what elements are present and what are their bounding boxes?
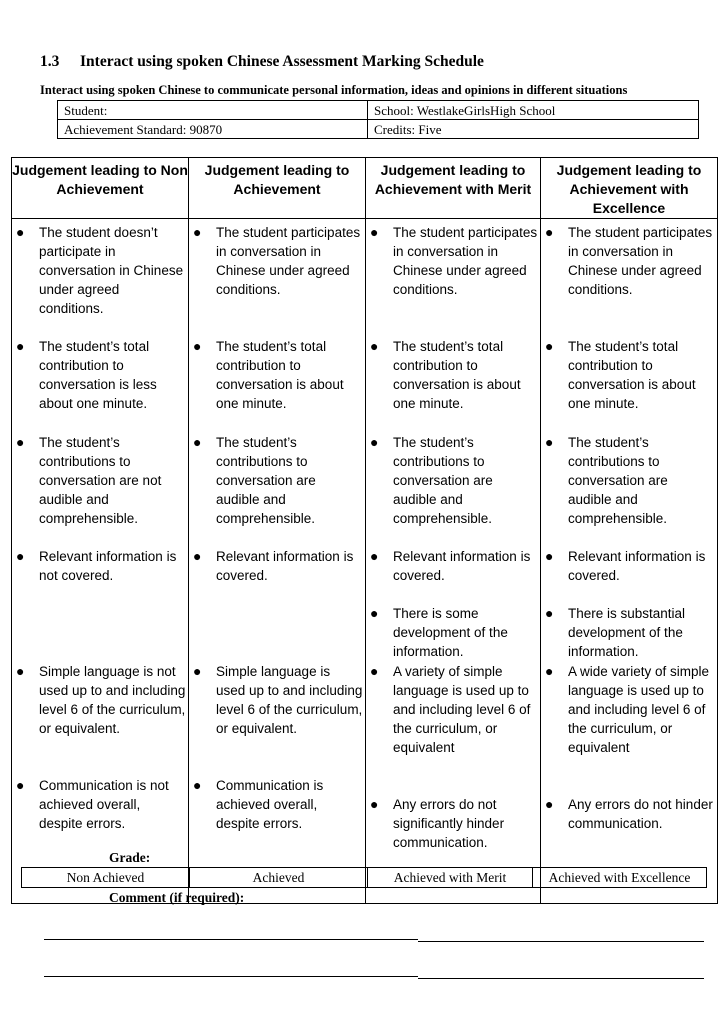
comment-line[interactable] [418, 941, 704, 942]
criterion-text: A variety of simple language is used up to and including level 6 of the curriculum, or equivalent [393, 664, 531, 756]
grade-option-merit[interactable]: Achieved with Merit [368, 868, 533, 888]
column-achievement [189, 219, 366, 904]
criterion-text: The student doesn’t participate in conversation in Chinese under agreed conditions. [39, 225, 184, 317]
column-merit [366, 219, 541, 904]
criterion-text: Simple language is used up to and including level 6 of the curriculum, or equivalent. [216, 664, 363, 737]
criterion-text: Relevant information is covered. [568, 549, 706, 584]
criterion-text: The student’s total contribution to conversation is about one minute. [216, 339, 344, 412]
criterion-development [541, 604, 717, 661]
criterion-text: The student’s contributions to conversation are audible and comprehensible. [393, 435, 493, 527]
bullet-icon: ● [193, 338, 202, 354]
criterion-text: Relevant information is covered. [216, 549, 354, 584]
bullet-icon: ● [193, 548, 202, 564]
criterion-participation [12, 223, 188, 318]
bullet-icon: ● [193, 777, 202, 793]
criterion-text: Simple language is not used up to and including level 6 of the curriculum, or equivalent. [39, 664, 186, 737]
bullet-icon: ● [16, 338, 25, 354]
section-number: 1.3 [40, 53, 60, 70]
column-excellence [541, 219, 718, 904]
criterion-accuracy [366, 795, 540, 852]
credits-field: Credits: Five [368, 120, 699, 139]
criterion-language [541, 662, 717, 757]
page-title [40, 53, 484, 71]
criterion-audibility [366, 433, 540, 528]
criteria-list [366, 219, 540, 903]
criterion-text: Any errors do not significantly hinder communication. [393, 797, 505, 851]
criteria-list [189, 219, 365, 903]
school-field: School: WestlakeGirlsHigh School [368, 101, 699, 120]
grade-table [21, 867, 707, 888]
column-non-achievement [12, 219, 189, 904]
grade-option-non-achieved[interactable]: Non Achieved [22, 868, 190, 888]
bullet-icon: ● [16, 224, 25, 240]
bullet-icon: ● [545, 796, 554, 812]
criterion-language [366, 662, 540, 757]
criterion-audibility [189, 433, 365, 528]
criterion-text: The student’s total contribution to conversation is about one minute. [568, 339, 696, 412]
criterion-text: There is substantial development of the information. [568, 606, 686, 660]
criteria-list [12, 219, 188, 903]
criterion-text: The student’s contributions to conversation are audible and comprehensible. [216, 435, 316, 527]
criterion-relevant-information [189, 547, 365, 585]
criterion-text: The student’s total contribution to conversation is about one minute. [393, 339, 521, 412]
heading-excellence: Judgement leading to Achievement with Excellence [541, 158, 718, 219]
standard-field: Achievement Standard: 90870 [58, 120, 368, 139]
comment-line[interactable] [418, 978, 704, 979]
criterion-development [366, 604, 540, 661]
title-text: Interact using spoken Chinese Assessment Marking Schedule [80, 53, 484, 70]
criterion-accuracy [541, 795, 717, 833]
bullet-icon: ● [193, 663, 202, 679]
heading-merit: Judgement leading to Achievement with Merit [366, 158, 541, 219]
bullet-icon: ● [370, 605, 379, 621]
criterion-contribution-length [366, 337, 540, 413]
bullet-icon: ● [370, 663, 379, 679]
bullet-icon: ● [16, 777, 25, 793]
criterion-text: A wide variety of simple language is used up to and including level 6 of the curriculum, or equivalent [568, 664, 710, 756]
student-field[interactable]: Student: [58, 101, 368, 120]
criterion-text: Relevant information is not covered. [39, 549, 177, 584]
criterion-text: The student’s contributions to conversation are not audible and comprehensible. [39, 435, 162, 527]
criterion-audibility [541, 433, 717, 528]
bullet-icon: ● [545, 338, 554, 354]
bullet-icon: ● [370, 434, 379, 450]
criterion-text: The student’s total contribution to conversation is less about one minute. [39, 339, 157, 412]
criterion-relevant-information [366, 547, 540, 585]
info-row [58, 120, 699, 139]
criterion-relevant-information [12, 547, 188, 585]
grade-option-excellence[interactable]: Achieved with Excellence [533, 868, 707, 888]
comment-label: Comment (if required): [109, 890, 245, 905]
bullet-icon: ● [16, 548, 25, 564]
comment-line[interactable] [44, 939, 418, 940]
info-row [58, 101, 699, 120]
criteria-list [541, 219, 717, 903]
bullet-icon: ● [370, 338, 379, 354]
heading-non-achievement: Judgement leading to Non Achievement [12, 158, 189, 219]
grade-option-achieved[interactable]: Achieved [190, 868, 368, 888]
criterion-text: The student participates in conversation in Chinese under agreed conditions. [568, 225, 713, 298]
comment-line[interactable] [44, 976, 418, 977]
criterion-text: Communication is achieved overall, despite errors. [216, 778, 324, 832]
grade-row [22, 868, 707, 888]
criterion-text: Any errors do not hinder communication. [568, 797, 713, 832]
rubric-table [11, 157, 718, 904]
bullet-icon: ● [193, 224, 202, 240]
criterion-language [12, 662, 188, 738]
bullet-icon: ● [16, 663, 25, 679]
criterion-text: Communication is not achieved overall, despite errors. [39, 778, 169, 832]
criterion-text: There is some development of the information. [393, 606, 508, 660]
bullet-icon: ● [545, 663, 554, 679]
criterion-contribution-length [189, 337, 365, 413]
criterion-contribution-length [12, 337, 188, 413]
criterion-accuracy [12, 776, 188, 833]
bullet-icon: ● [545, 434, 554, 450]
criterion-text: Relevant information is covered. [393, 549, 531, 584]
rubric-header-row [12, 158, 718, 219]
criterion-contribution-length [541, 337, 717, 413]
bullet-icon: ● [193, 434, 202, 450]
bullet-icon: ● [545, 605, 554, 621]
criterion-audibility [12, 433, 188, 528]
grade-label: Grade: [109, 850, 151, 865]
criterion-accuracy [189, 776, 365, 833]
rubric-body-row [12, 219, 718, 904]
bullet-icon: ● [370, 224, 379, 240]
bullet-icon: ● [370, 796, 379, 812]
bullet-icon: ● [16, 434, 25, 450]
bullet-icon: ● [545, 548, 554, 564]
info-table [57, 100, 699, 139]
bullet-icon: ● [370, 548, 379, 564]
criterion-relevant-information [541, 547, 717, 585]
heading-achievement: Judgement leading to Achievement [189, 158, 366, 219]
criterion-text: The student participates in conversation in Chinese under agreed conditions. [216, 225, 361, 298]
criterion-participation [366, 223, 540, 299]
page-subtitle: Interact using spoken Chinese to communicate personal information, ideas and opinions in different situations [40, 83, 628, 97]
criterion-participation [189, 223, 365, 299]
bullet-icon: ● [545, 224, 554, 240]
criterion-text: The student’s contributions to conversation are audible and comprehensible. [568, 435, 668, 527]
criterion-language [189, 662, 365, 738]
criterion-participation [541, 223, 717, 299]
criterion-text: The student participates in conversation in Chinese under agreed conditions. [393, 225, 538, 298]
